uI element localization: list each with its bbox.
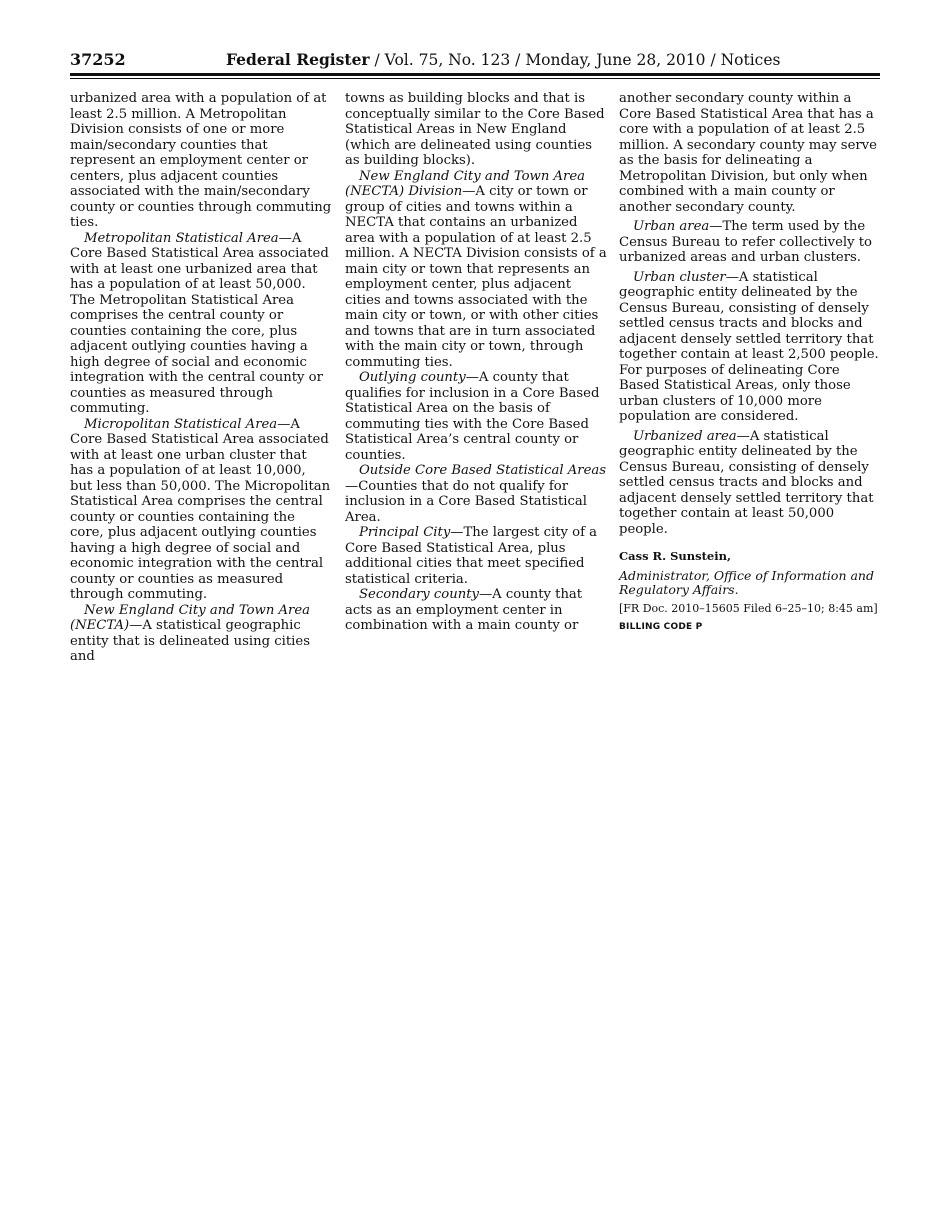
definition-micropolitan-statistical-area: [70, 417, 332, 603]
definition-secondary-county: [345, 587, 607, 634]
term: Micropolitan Statistical Area: [84, 416, 278, 432]
definition-principal-city: [345, 525, 607, 587]
signatory-name: Cass R. Sunstein,: [619, 549, 731, 563]
paragraph: another secondary county within a Core Based Statistical Area that has a core with a population of at least 2.5 million. A secondary county may serve as the basis for delineating a Metropolitan Division, but only when combined with a main county or another secondary county.: [619, 91, 877, 215]
running-head: [226, 50, 780, 69]
definition-text: —Counties that do not qualify for inclusion in a Core Based Statistical Area.: [345, 478, 587, 525]
billing-code: BILLING CODE P: [619, 622, 703, 632]
paragraph: towns as building blocks and that is conceptually similar to the Core Based Statistical Areas in New England (which are delineated using counties as building blocks).: [345, 91, 605, 168]
column-2: [345, 91, 607, 634]
term: Metropolitan Statistical Area: [84, 230, 279, 246]
term: Secondary county: [359, 587, 479, 602]
definition-necta: [70, 603, 332, 665]
definition-text: —The largest city of a Core Based Statistical Area, plus additional cities that meet specified statistical criteria.: [345, 525, 598, 587]
term: New England City and Town Area (NECTA) Division: [345, 168, 586, 199]
definition-metropolitan-statistical-area: [70, 231, 332, 417]
definition-text: —The term used by the Census Bureau to refer collectively to urbanized areas and urban clusters.: [619, 219, 872, 265]
term: Outside Core Based Statistical Areas: [359, 463, 607, 478]
definition-urbanized-area: [619, 429, 881, 538]
definition-text: —A statistical geographic entity that is delineated using cities and: [70, 618, 310, 664]
paragraph: urbanized area with a population of at least 2.5 million. A Metropolitan Division consists of one or more main/secondary counties that represent an employment center or centers, plus adjacent counties associated with the main/secondary county or counties through commuting ties.: [70, 91, 332, 230]
definition-necta-division: [345, 169, 607, 371]
definition-text: —A county that qualifies for inclusion in a Core Based Statistical Area on the basis of commuting ties with the Core Based Statistical Area’s central county or counties.: [345, 370, 600, 463]
term: Principal City: [359, 525, 451, 540]
term: New England City and Town Area (NECTA): [70, 602, 311, 633]
page-header: [70, 48, 880, 72]
page-number: 37252: [70, 50, 126, 69]
definition-urban-cluster: [619, 270, 881, 425]
column-3: [619, 91, 881, 636]
definition-text: —A statistical geographic entity delineated by the Census Bureau, consisting of densely settled census tracts and blocks and adjacent densely settled territory that together contain at least 2,500 people. For purposes of delineating Core Based Statistical Areas, only those urban clusters of 10,000 more population are considered.: [619, 269, 879, 424]
publication-name: Federal Register: [226, 50, 370, 69]
term: Urban area: [633, 219, 710, 234]
fr-doc-line: [FR Doc. 2010–15605 Filed 6–25–10; 8:45 am]: [619, 601, 878, 615]
definition-outside-cbsa: [345, 463, 607, 525]
definition-urban-area: [619, 219, 881, 266]
column-1: [70, 91, 332, 665]
header-rule-thin: [70, 78, 880, 79]
definition-outlying-county: [345, 370, 607, 463]
definition-text: —A city or town or group of cities and towns within a NECTA that contains an urbanized area with a population of at least 2.5 million. A NECTA Division consists of a main city or town that represents an employment center, plus adjacent cities and towns associated with the main city or town, or with other cities and towns that are in turn associated with the main city or town, through commuting ties.: [345, 184, 607, 370]
definition-text: —A county that acts as an employment center in combination with a main county or: [345, 587, 583, 633]
header-rule-thick: [70, 73, 880, 76]
definition-text: —A statistical geographic entity delineated by the Census Bureau, consisting of densely settled census tracts and blocks and adjacent densely settled territory that together contain at least 50,000 people.: [619, 428, 874, 537]
definition-text: —A Core Based Statistical Area associated with at least one urbanized area that has a population of at least 50,000. The Metropolitan Statistical Area comprises the central county or counties containing the core, plus adjacent outlying counties having a high degree of social and economic integration with the central county or counties as measured through commuting.: [70, 230, 329, 416]
definition-text: —A Core Based Statistical Area associated with at least one urban cluster that has a population of at least 10,000, but less than 50,000. The Micropolitan Statistical Area comprises the central county or counties containing the core, plus adjacent outlying counties having a high degree of social and economic integration with the central county or counties as measured through commuting.: [70, 416, 331, 602]
issue-info: / Vol. 75, No. 123 / Monday, June 28, 2010 / Notices: [369, 51, 781, 69]
term: Outlying county: [359, 370, 466, 385]
term: Urban cluster: [633, 269, 726, 285]
signatory-title: Administrator, Office of Information and Regulatory Affairs.: [619, 567, 874, 597]
term: Urbanized area: [633, 428, 737, 444]
